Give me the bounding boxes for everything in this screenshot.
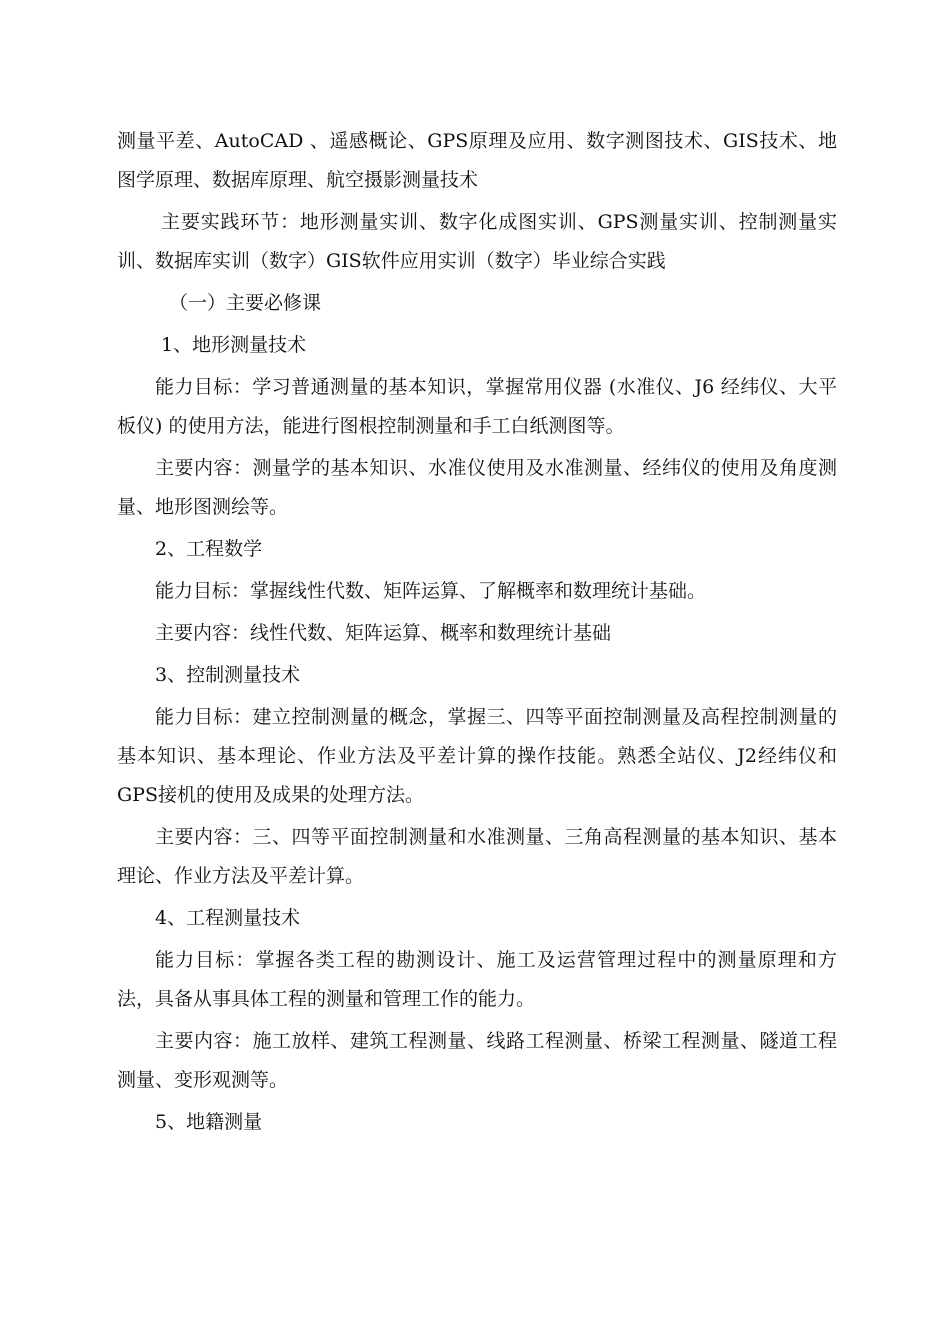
content-paragraph-1: 主要内容：测量学的基本知识、水准仪使用及水准测量、经纬仪的使用及角度测量、地形图测绘等。 — [117, 457, 837, 518]
document-body — [117, 122, 837, 1142]
course-heading-3: 3、控制测量技术 — [155, 664, 301, 686]
content-paragraph-3: 主要内容：三、四等平面控制测量和水准测量、三角高程测量的基本知识、基本理论、作业方法及平差计算。 — [117, 826, 837, 887]
ability-paragraph-3: 能力目标：建立控制测量的概念，掌握三、四等平面控制测量及高程控制测量的基本知识、基本理论、作业方法及平差计算的操作技能。熟悉全站仪、J2经纬仪和GPS接机的使用及成果的处理方法。 — [117, 706, 837, 806]
section-heading: （一）主要必修课 — [169, 292, 322, 314]
content-paragraph-4: 主要内容：施工放样、建筑工程测量、线路工程测量、桥梁工程测量、隧道工程测量、变形观测等。 — [117, 1030, 837, 1091]
ability-paragraph-4: 能力目标：掌握各类工程的勘测设计、施工及运营管理过程中的测量原理和方法，具备从事具体工程的测量和管理工作的能力。 — [117, 949, 837, 1010]
content-paragraph-2: 主要内容：线性代数、矩阵运算、概率和数理统计基础 — [155, 622, 612, 644]
ability-paragraph-2: 能力目标：掌握线性代数、矩阵运算、了解概率和数理统计基础。 — [155, 580, 707, 602]
practice-paragraph: 主要实践环节：地形测量实训、数字化成图实训、GPS测量实训、控制测量实训、数据库实训（数字）GIS软件应用实训（数字）毕业综合实践 — [117, 211, 837, 272]
course-heading-5: 5、地籍测量 — [155, 1111, 263, 1133]
ability-paragraph-1: 能力目标：学习普通测量的基本知识，掌握常用仪器 (水准仪、J6 经纬仪、大平板仪) 的使用方法，能进行图根控制测量和手工白纸测图等。 — [117, 376, 837, 437]
course-heading-1: 1、地形测量技术 — [161, 334, 307, 356]
course-heading-2: 2、工程数学 — [155, 538, 263, 560]
course-list-paragraph: 测量平差、AutoCAD 、遥感概论、GPS原理及应用、数字测图技术、GIS技术、地图学原理、数据库原理、航空摄影测量技术 — [117, 130, 837, 191]
course-heading-4: 4、工程测量技术 — [155, 907, 301, 929]
